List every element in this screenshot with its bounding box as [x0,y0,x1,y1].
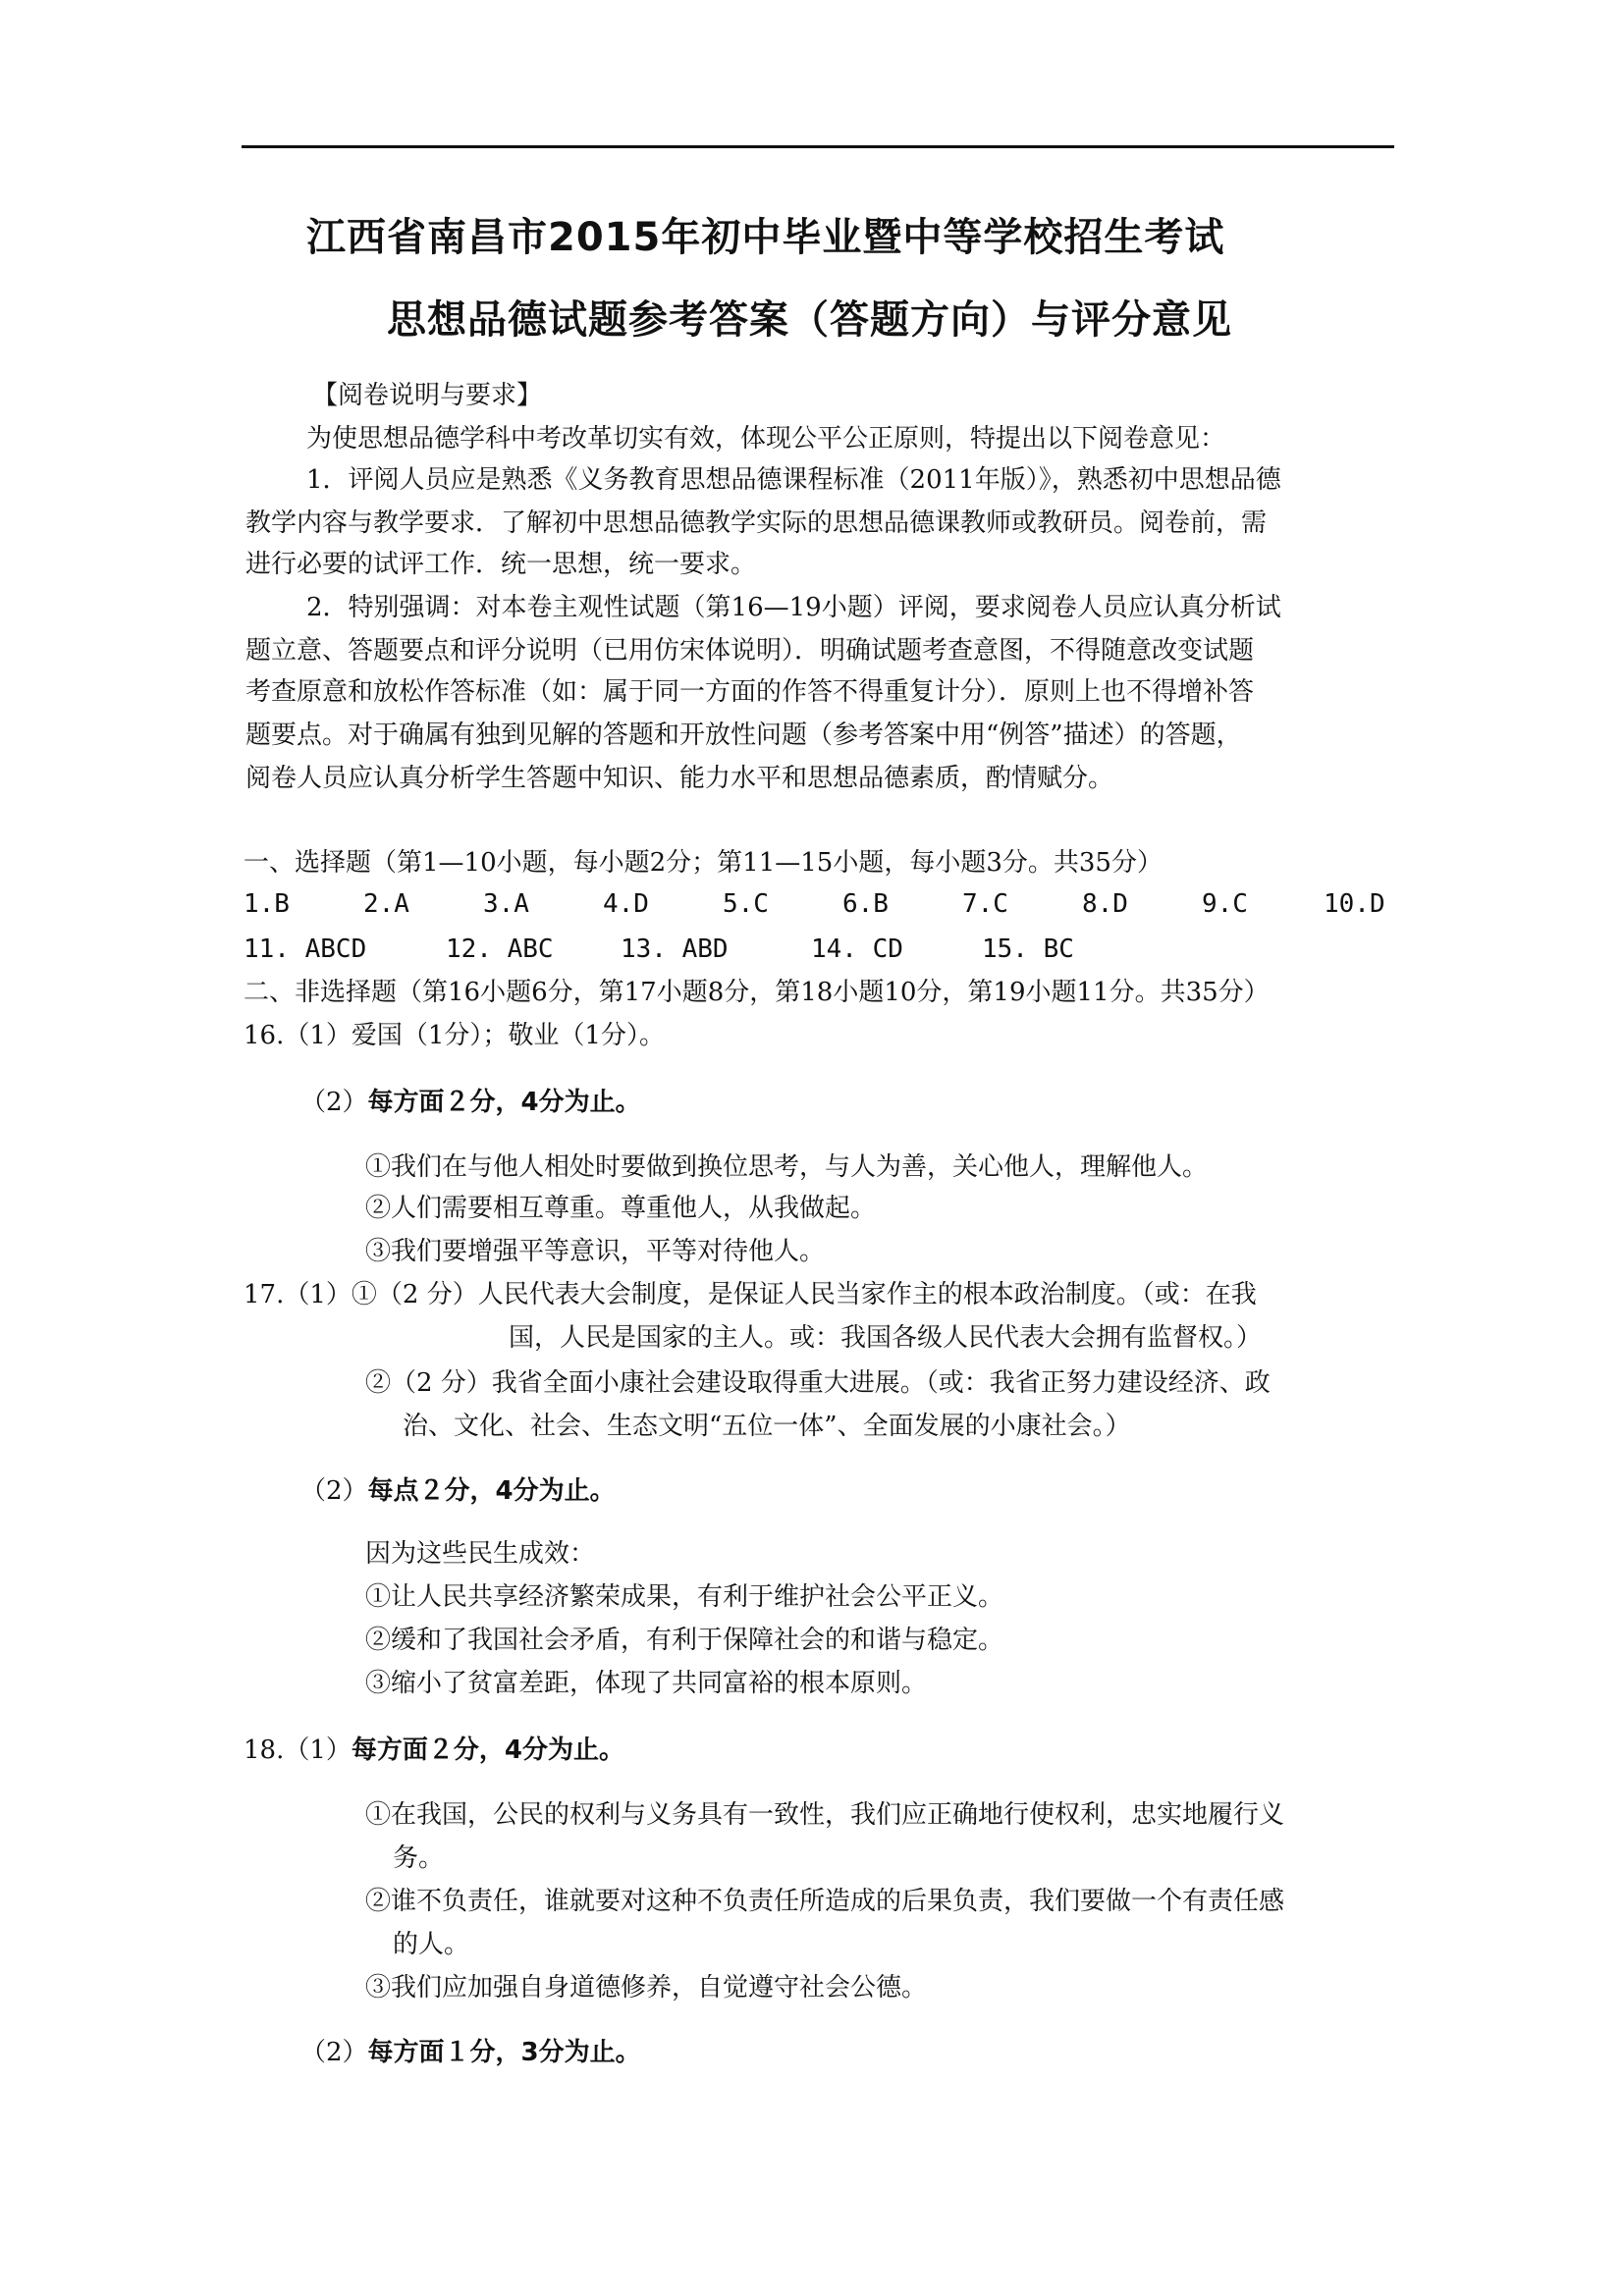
q17-p1-line1: 17.（1）①（2 分）人民代表大会制度，是保证人民当家作主的根本政治制度。（或：在我 [244,1280,1257,1309]
answer-6: 6.B [842,889,889,919]
q17-lead: 因为这些民生成效： [365,1539,596,1569]
instructions-p2-line4: 题要点。对于确属有独到见解的答题和开放性问题（参考答案中用“例答”描述）的答题， [245,721,1242,750]
q18-point-1-line2: 务。 [393,1843,445,1873]
q17-point-1: ①让人民共享经济繁荣成果，有利于维护社会公平正义。 [365,1582,1004,1612]
answer-3: 3.A [483,889,529,919]
q18-point-3: ③我们应加强自身道德修养，自觉遵守社会公德。 [365,1973,928,2002]
q18-point-1-line1: ①在我国，公民的权利与义务具有一致性，我们应正确地行使权利，忠实地履行义 [365,1800,1285,1830]
answer-12: 12. ABC [446,934,554,964]
answers-row-2 [244,933,1394,966]
q18-part1 [244,1734,624,1767]
q18-part1-rule: 每方面２分，4分为止。 [351,1735,624,1765]
section2-heading: 二、非选择题（第16小题6分，第17小题8分，第18小题10分，第19小题11分。共35分） [244,978,1270,1007]
q16-point-3: ③我们要增强平等意识，平等对待他人。 [365,1237,826,1266]
q18-part2-label: （2） [300,2038,368,2067]
q17-point-2: ②缓和了我国社会矛盾，有利于保障社会的和谐与稳定。 [365,1626,1004,1655]
q17-p2-line1: ②（2 分）我省全面小康社会建设取得重大进展。（或：我省正努力建设经济、政 [365,1368,1271,1398]
q17-part2-rule: 每点２分，4分为止。 [367,1476,616,1506]
q17-point-3: ③缩小了贫富差距，体现了共同富裕的根本原则。 [365,1669,928,1698]
answer-7: 7.C [962,889,1008,919]
instructions-p1-line2: 教学内容与教学要求．了解初中思想品德教学实际的思想品德课教师或教研员。阅卷前，需 [245,508,1268,538]
answers-row-1 [244,887,1394,921]
answer-4: 4.D [603,889,649,919]
answer-13: 13. ABD [621,934,729,964]
q17-p2-line2: 治、文化、社会、生态文明“五位一体”、全面发展的小康社会。） [403,1412,1131,1441]
q18-part1-label: 18.（1） [244,1735,352,1765]
instructions-p2-line3: 考查原意和放松作答标准（如：属于同一方面的作答不得重复计分）．原则上也不得增补答 [245,677,1255,707]
q16-point-1: ①我们在与他人相处时要做到换位思考，与人为善，关心他人，理解他人。 [365,1152,1209,1182]
answer-9: 9.C [1202,889,1248,919]
answer-5: 5.C [723,889,769,919]
q16-part2-label: （2） [300,1088,368,1117]
q18-point-2-line1: ②谁不负责任，谁就要对这种不负责任所造成的后果负责，我们要做一个有责任感 [365,1887,1285,1916]
instructions-heading: 【阅卷说明与要求】 [312,381,543,410]
instructions-p2-line2: 题立意、答题要点和评分说明（已用仿宋体说明）．明确试题考查意图，不得随意改变试题 [245,636,1255,666]
answer-1: 1.B [244,889,290,919]
top-rule [242,145,1394,148]
title-line-2: 思想品德试题参考答案（答题方向）与评分意见 [387,297,1232,343]
instructions-p1-line1: 1．评阅人员应是熟悉《义务教育思想品德课程标准（2011年版）》，熟悉初中思想品德 [306,465,1281,495]
q18-part2-rule: 每方面１分，3分为止。 [367,2038,641,2067]
q17-p1-line2: 国，人民是国家的主人。或：我国各级人民代表大会拥有监督权。） [509,1323,1263,1353]
q16-part1: 16.（1）爱国（1分）；敬业（1分）。 [244,1021,665,1050]
answer-14: 14. CD [811,934,903,964]
q17-part2 [300,1474,616,1508]
instructions-p2-line1: 2．特别强调：对本卷主观性试题（第16—19小题）评阅，要求阅卷人员应认真分析试 [306,593,1281,622]
q17-part2-label: （2） [300,1476,368,1506]
answer-8: 8.D [1082,889,1128,919]
q16-point-2: ②人们需要相互尊重。尊重他人，从我做起。 [365,1194,877,1223]
answer-2: 2.A [363,889,409,919]
q16-part2 [300,1086,641,1119]
answer-15: 15. BC [982,934,1074,964]
q18-point-2-line2: 的人。 [393,1930,470,1959]
section1-heading: 一、选择题（第1—10小题，每小题2分；第11—15小题，每小题3分。共35分） [244,848,1163,878]
instructions-p2-line5: 阅卷人员应认真分析学生答题中知识、能力水平和思想品德素质，酌情赋分。 [245,764,1114,793]
q16-part2-rule: 每方面２分，4分为止。 [367,1088,641,1117]
answer-11: 11. ABCD [244,934,367,964]
q18-part2 [300,2036,641,2069]
answer-10: 10.D [1324,889,1385,919]
title-line-1: 江西省南昌市2015年初中毕业暨中等学校招生考试 [306,215,1225,260]
instructions-p1-line3: 进行必要的试评工作．统一思想，统一要求。 [245,550,757,579]
instructions-intro: 为使思想品德学科中考改革切实有效，体现公平公正原则，特提出以下阅卷意见： [306,424,1226,454]
